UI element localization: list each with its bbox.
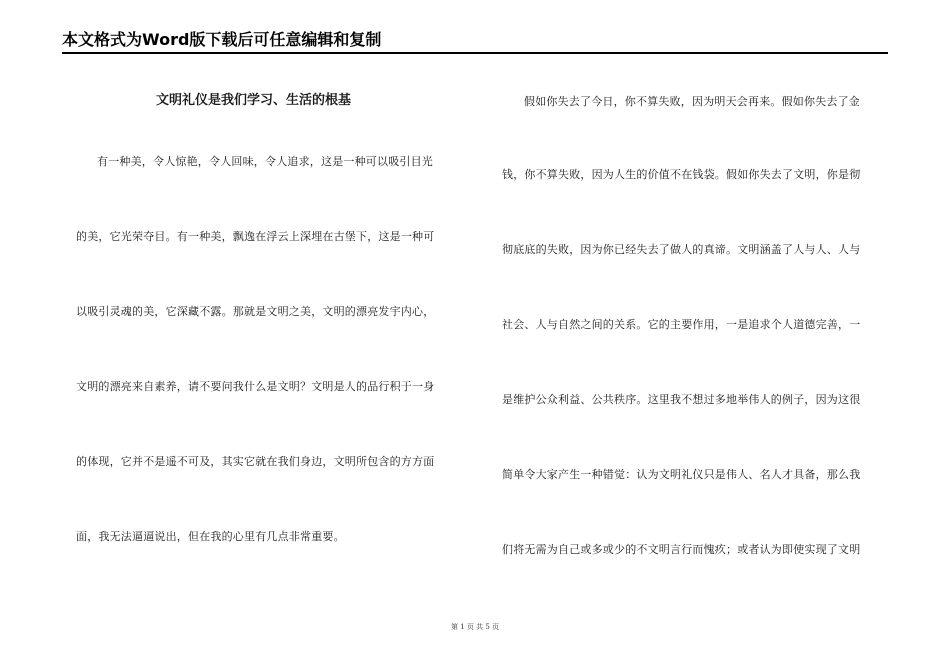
left-line: 有一种美，令人惊艳，令人回味，令人追求，这是一种可以吸引目光 <box>97 155 433 168</box>
right-line: 钱，你不算失败，因为人生的价值不在钱袋。假如你失去了文明，你是彻 <box>502 168 861 181</box>
right-line: 简单令大家产生一种错觉：认为文明礼仪只是伟人、名人才具备，那么我 <box>502 468 861 481</box>
left-line: 的美，它光荣夺目。有一种美，飘逸在浮云上深埋在古堡下，这是一种可 <box>76 230 435 243</box>
right-line: 是维护公众利益、公共秩序。这里我不想过多地举伟人的例子，因为这很 <box>502 393 861 406</box>
left-line: 的体现，它并不是遥不可及，其实它就在我们身边，文明所包含的方方面 <box>76 455 435 468</box>
left-line: 面，我无法逼逼说出，但在我的心里有几点非常重要。 <box>76 530 345 543</box>
header-text: 本文格式为Word版下载后可任意编辑和复制 <box>62 30 382 49</box>
right-line: 假如你失去了今日，你不算失败，因为明天会再来。假如你失去了金 <box>524 95 860 108</box>
document-header <box>62 30 888 54</box>
right-line: 们将无需为自己或多或少的不文明言行而愧疚；或者认为即使实现了文明 <box>502 543 861 556</box>
right-line: 社会、人与自然之间的关系。它的主要作用，一是追求个人道德完善，一 <box>502 318 861 331</box>
page-number: 第 1 页 共 5 页 <box>450 623 500 631</box>
left-line: 文明的漂亮来自素养，请不要问我什么是文明？文明是人的品行积于一身 <box>76 380 435 393</box>
left-line: 以吸引灵魂的美，它深藏不露。那就是文明之美，文明的漂亮发宇内心， <box>76 305 435 318</box>
document-title: 文明礼仪是我们学习、生活的根基 <box>156 93 352 108</box>
right-line: 彻底底的失败，因为你已经失去了做人的真谛。文明涵盖了人与人、人与 <box>502 243 861 256</box>
